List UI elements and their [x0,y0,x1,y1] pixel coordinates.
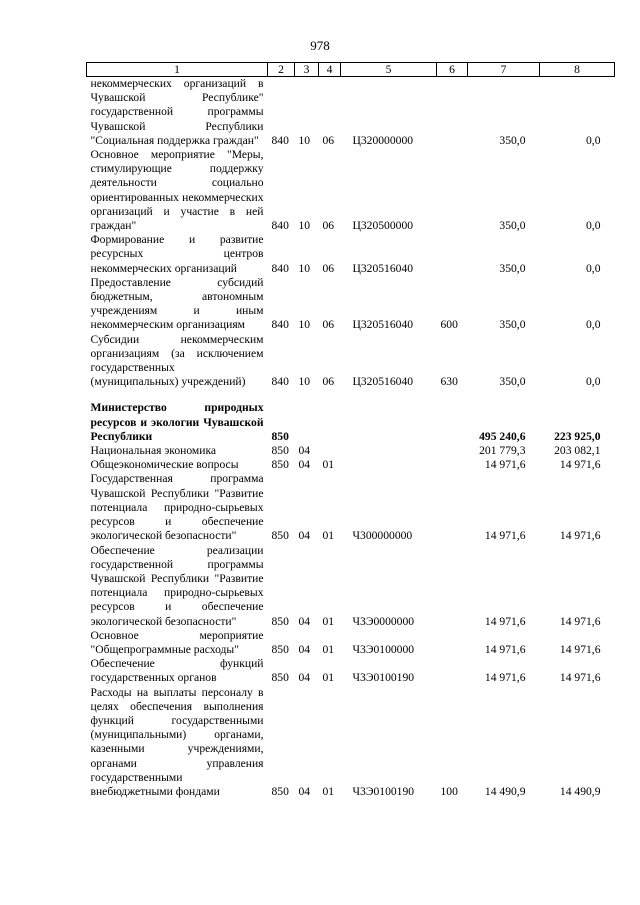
row-ministry-code: 850 [271,458,289,472]
row-amount-year-1: 14 490,9 [484,784,526,798]
header-col-4: 4 [319,63,341,77]
row-section: 04 [298,671,311,685]
row-target-article [341,389,437,401]
budget-table [86,62,615,799]
row-section: 04 [298,784,311,798]
header-col-3: 3 [295,63,319,77]
table-header [87,63,615,77]
row-amount-year-2: 223 925,0 [554,429,601,443]
row-expense-type [437,629,468,657]
row-ministry-code: 850 [271,444,289,458]
row-amount-year-2: 14 490,9 [559,784,601,798]
row-expense-type [437,472,468,543]
row-subsection: 01 [322,614,335,628]
row-subsection: 01 [322,784,335,798]
row-subsection: 01 [322,671,335,685]
row-ministry-code: 850 [271,614,289,628]
row-expense-type [437,77,468,149]
row-amount-year-1: 14 971,6 [484,614,526,628]
row-target-article [341,458,437,472]
header-col-7: 7 [468,63,540,77]
row-subsection: 01 [322,529,335,543]
row-subsection: 06 [322,375,335,389]
row-section: 10 [298,261,311,275]
table-row [87,148,615,233]
row-target-article: Ц320000000 [352,133,414,147]
row-description: Общеэкономические вопросы [90,458,239,472]
row-section: 10 [298,375,311,389]
row-section: 04 [298,614,311,628]
row-subsection: 06 [322,133,335,147]
row-expense-type [437,458,468,472]
row-amount-year-2 [540,389,615,401]
row-description: Министерство природных ресурсов и экологии Чувашской Республики [90,401,264,443]
header-col-2: 2 [268,63,295,77]
row-expense-type: 100 [440,784,458,798]
row-amount-year-2: 0,0 [586,219,601,233]
row-description: Основное мероприятие "Меры, стимулирующие поддержку деятельности социально ориентированных некоммерческих организаций и участие в ней граждан" [90,148,264,233]
row-amount-year-1 [468,389,540,401]
row-ministry-code: 840 [271,219,289,233]
header-col-5: 5 [341,63,437,77]
table-row [87,389,615,401]
row-section: 04 [298,642,311,656]
table-row [87,444,615,458]
row-expense-type [437,444,468,458]
row-subsection: 06 [322,219,335,233]
row-ministry-code: 850 [271,642,289,656]
row-subsection [319,389,341,401]
row-amount-year-1: 350,0 [499,261,526,275]
row-target-article: Ч3Э0100190 [352,671,415,685]
table-row [87,276,615,333]
table-row [87,472,615,543]
row-section [295,389,319,401]
row-target-article: Ч300000000 [352,529,413,543]
row-description [87,389,268,401]
row-ministry-code: 850 [271,671,289,685]
row-amount-year-1: 14 971,6 [484,458,526,472]
row-description: Основное мероприятие "Общепрограммные расходы" [90,628,264,656]
row-target-article: Ц320516040 [352,318,414,332]
table-row [87,233,615,276]
row-ministry-code [268,389,295,401]
header-col-8: 8 [540,63,615,77]
row-ministry-code: 850 [271,529,289,543]
table-row [87,629,615,657]
row-ministry-code: 850 [271,429,289,443]
row-expense-type: 600 [440,318,458,332]
row-section: 04 [298,529,311,543]
row-expense-type: 630 [440,375,458,389]
row-expense-type [437,657,468,685]
header-col-1: 1 [87,63,268,77]
row-target-article: Ц320500000 [352,219,414,233]
row-description: Государственная программа Чувашской Республики "Развитие потенциала природно-сырьевых ресурсов и обеспечение экологической безопасности" [90,472,264,543]
row-section: 10 [298,318,311,332]
row-target-article: Ч3Э0100190 [352,784,415,798]
row-expense-type [437,544,468,629]
row-amount-year-1: 495 240,6 [479,429,526,443]
row-amount-year-1: 350,0 [499,375,526,389]
row-subsection: 01 [322,642,335,656]
row-subsection [319,401,341,444]
row-target-article: Ц320516040 [352,375,414,389]
row-description: Формирование и развитие ресурсных центров некоммерческих организаций [90,233,264,275]
row-subsection [319,444,341,458]
table-row [87,458,615,472]
row-amount-year-2: 14 971,6 [559,642,601,656]
row-description: Предоставление субсидий бюджетным, автономным учреждениям и иным некоммерческим организациям [90,275,264,332]
row-amount-year-1: 350,0 [499,219,526,233]
table-row [87,657,615,685]
row-amount-year-2: 0,0 [586,261,601,275]
row-expense-type [437,233,468,276]
row-amount-year-2: 0,0 [586,318,601,332]
row-target-article: Ц320516040 [352,261,414,275]
header-col-6: 6 [437,63,468,77]
row-description: Национальная экономика [90,444,217,458]
row-section: 04 [298,444,311,458]
row-target-article [341,401,437,444]
table-row [87,686,615,800]
row-amount-year-2: 203 082,1 [554,444,601,458]
row-amount-year-1: 350,0 [499,318,526,332]
row-section [295,401,319,444]
row-section: 10 [298,133,311,147]
row-ministry-code: 840 [271,261,289,275]
row-expense-type [437,389,468,401]
row-amount-year-2: 14 971,6 [559,458,601,472]
row-ministry-code: 840 [271,133,289,147]
row-amount-year-1: 14 971,6 [484,529,526,543]
row-amount-year-2: 0,0 [586,133,601,147]
row-amount-year-2: 14 971,6 [559,614,601,628]
row-amount-year-2: 14 971,6 [559,529,601,543]
page-number: 978 [310,38,330,53]
row-expense-type [437,401,468,444]
table-row [87,77,615,149]
row-ministry-code: 840 [271,375,289,389]
table-row [87,401,615,444]
row-section: 04 [298,458,311,472]
row-target-article: Ч3Э0100000 [352,642,415,656]
row-description: некоммерческих организаций в Чувашской Республике" государственной программы Чувашской Республики "Социальная поддержка граждан" [90,77,264,147]
row-section: 10 [298,219,311,233]
row-amount-year-1: 14 971,6 [484,642,526,656]
row-expense-type [437,148,468,233]
row-amount-year-2: 14 971,6 [559,671,601,685]
row-description: Субсидии некоммерческим организациям (за исключением государственных (муниципальных) учреждений) [90,332,264,389]
row-target-article [341,444,437,458]
row-target-article: Ч3Э0000000 [352,614,415,628]
row-ministry-code: 850 [271,784,289,798]
table-row [87,544,615,629]
row-subsection: 06 [322,318,335,332]
row-description: Расходы на выплаты персоналу в целях обеспечения выполнения функций государственными (муниципальными) органами, казенными учреждениями, органами управления государственными внебюджетными фондами [90,685,264,798]
row-amount-year-1: 14 971,6 [484,671,526,685]
row-ministry-code: 840 [271,318,289,332]
table-body [87,77,615,800]
row-amount-year-1: 350,0 [499,133,526,147]
row-amount-year-2: 0,0 [586,375,601,389]
table-row [87,333,615,390]
row-subsection: 01 [322,458,335,472]
row-description: Обеспечение функций государственных органов [90,657,264,685]
row-subsection: 06 [322,261,335,275]
row-amount-year-1: 201 779,3 [479,444,526,458]
row-description: Обеспечение реализации государственной программы Чувашской Республики "Развитие потенциала природно-сырьевых ресурсов и обеспечение экологической безопасности" [90,543,264,628]
